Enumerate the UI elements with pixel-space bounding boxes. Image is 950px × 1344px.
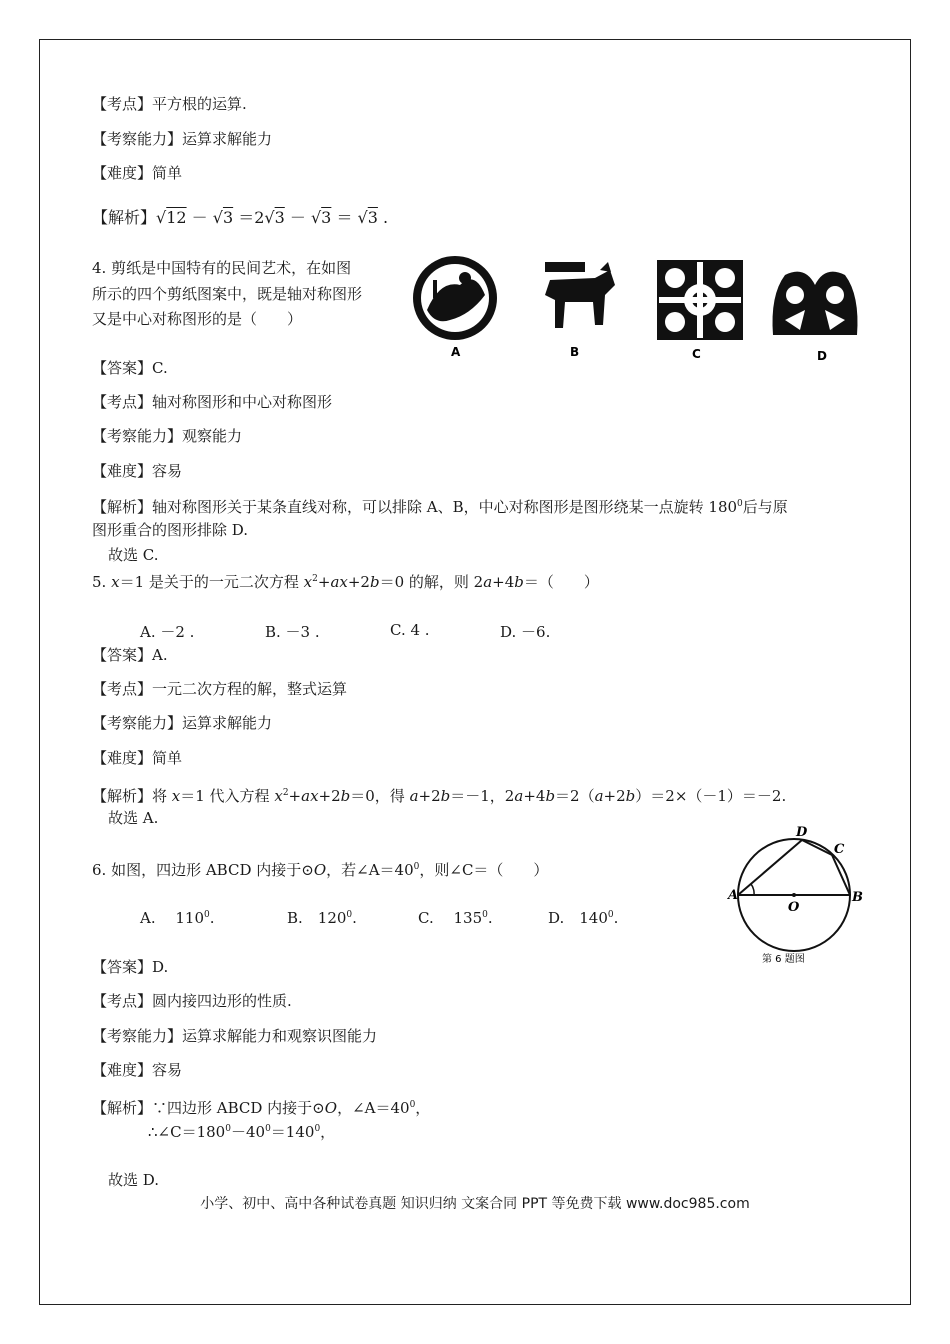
q6-option-d[interactable]: D. $140^0$. [548, 909, 619, 927]
q4-nandu: 【难度】容易 [92, 462, 183, 480]
q6-nengli: 【考察能力】运算求解能力和观察识图能力 [92, 1027, 378, 1045]
q4-guxuan: 故选 C. [108, 546, 159, 564]
q4-stem-1: 4. 剪纸是中国特有的民间艺术，在如图 [92, 259, 352, 277]
q6-nandu: 【难度】容易 [92, 1061, 183, 1079]
q6-option-c[interactable]: C. $135^0$. [418, 909, 493, 927]
q3-nengli: 【考察能力】运算求解能力 [92, 130, 273, 148]
papercut-c [657, 260, 743, 340]
papercut-d [773, 272, 858, 335]
fig-label-a: A [451, 345, 461, 359]
fig-point-c: C [834, 842, 845, 857]
q4-jiexi-1-text: 【解析】轴对称图形关于某条直线对称，可以排除 A、B，中心对称图形是图形绕某一点旋转 180 [92, 498, 738, 516]
q6-option-b[interactable]: B. $120^0$. [287, 909, 357, 927]
q5-option-c[interactable]: C. 4 . [390, 621, 430, 639]
q5-stem: 5. x＝1 是关于的一元二次方程 $x^2+ax+2b=0$ 的解，则 2a+4b＝（ ） [92, 573, 599, 591]
q3-jiexi [92, 208, 388, 228]
fig-point-a: A [728, 888, 739, 903]
q4-jiexi-1-tail: 后与原 [742, 498, 788, 516]
q6-jiexi-1: 【解析】∵四边形 ABCD 内接于⊙O，$\angle A=40^0$， [92, 1099, 431, 1117]
q6-stem-tail: ，若∠A＝40 [326, 861, 414, 879]
q5-option-d[interactable]: D. －6. [500, 623, 551, 641]
fig-point-b: B [852, 890, 863, 905]
q6-stem: 6. 如图，四边形 ABCD 内接于⊙O，若$\angle A=40^0$，则∠C＝（ ） [92, 861, 549, 879]
q6-stem-text: 6. 如图，四边形 ABCD 内接于⊙ [92, 861, 314, 879]
papercut-a [413, 256, 497, 340]
q3-kaodian: 【考点】平方根的运算. [92, 95, 247, 113]
q6-option-a[interactable]: A. $110^0$. [140, 909, 215, 927]
fig-label-d: D [817, 349, 827, 363]
fig-label-c: C [692, 347, 701, 361]
q6-guxuan: 故选 D. [108, 1171, 160, 1189]
q6-stem-tail2: ，则∠C＝（ ） [419, 861, 549, 879]
q6-jiexi-1-tail: ，∠A＝40 [337, 1099, 410, 1117]
q4-jiexi-2: 图形重合的图形排除 D. [92, 521, 249, 539]
q4-daan: 【答案】C. [92, 359, 168, 377]
q5-option-a[interactable]: A. －2 . [140, 623, 195, 641]
q6-kaodian: 【考点】圆内接四边形的性质. [92, 992, 292, 1010]
fig-point-d: D [796, 825, 808, 840]
q4-papercut-figure [405, 240, 883, 370]
q4-stem-2: 所示的四个剪纸图案中，既是轴对称图形 [92, 285, 363, 303]
papercut-b [545, 262, 615, 328]
fig-caption: 第 6 题图 [762, 954, 805, 965]
fig-label-b: B [570, 345, 580, 359]
q4-nengli: 【考察能力】观察能力 [92, 427, 243, 445]
q5-guxuan: 故选 A. [108, 809, 159, 827]
q4-stem-3: 又是中心对称图形的是（ ） [92, 310, 303, 328]
q3-jiexi-label: 【解析】 [92, 208, 157, 227]
q6-jiexi-2: $\therefore\angle C=180^0-40^0=140^0$， [148, 1123, 336, 1141]
q5-jiexi: 【解析】将 x＝1 代入方程 $x^2+ax+2b=0$，得 a+2b＝－1，2a+4b＝2（a+2b）＝2×（－1）＝－2. [92, 787, 787, 805]
q5-nengli: 【考察能力】运算求解能力 [92, 714, 273, 732]
q3-nandu: 【难度】简单 [92, 164, 183, 182]
fig-point-o: O [788, 900, 800, 915]
q4-kaodian: 【考点】轴对称图形和中心对称图形 [92, 393, 333, 411]
page-footer: 小学、初中、高中各种试卷真题 知识归纳 文案合同 PPT 等免费下载 www.doc985.com [200, 1196, 750, 1212]
q6-jiexi-1-text: 【解析】∵四边形 ABCD 内接于⊙ [92, 1099, 325, 1117]
q3-formula: √12 － √3 ＝2√3 － √3 ＝ √3 . [156, 208, 389, 227]
q6-daan: 【答案】D. [92, 958, 169, 976]
q5-nandu: 【难度】简单 [92, 749, 183, 767]
q5-daan: 【答案】A. [92, 646, 168, 664]
q6-circle-figure [724, 825, 874, 973]
q5-kaodian: 【考点】一元二次方程的解，整式运算 [92, 680, 348, 698]
q5-option-b[interactable]: B. －3 . [265, 623, 320, 641]
q4-jiexi-1: 【解析】轴对称图形关于某条直线对称，可以排除 A、B，中心对称图形是图形绕某一点旋转 $180^0$后与原 [92, 498, 788, 516]
